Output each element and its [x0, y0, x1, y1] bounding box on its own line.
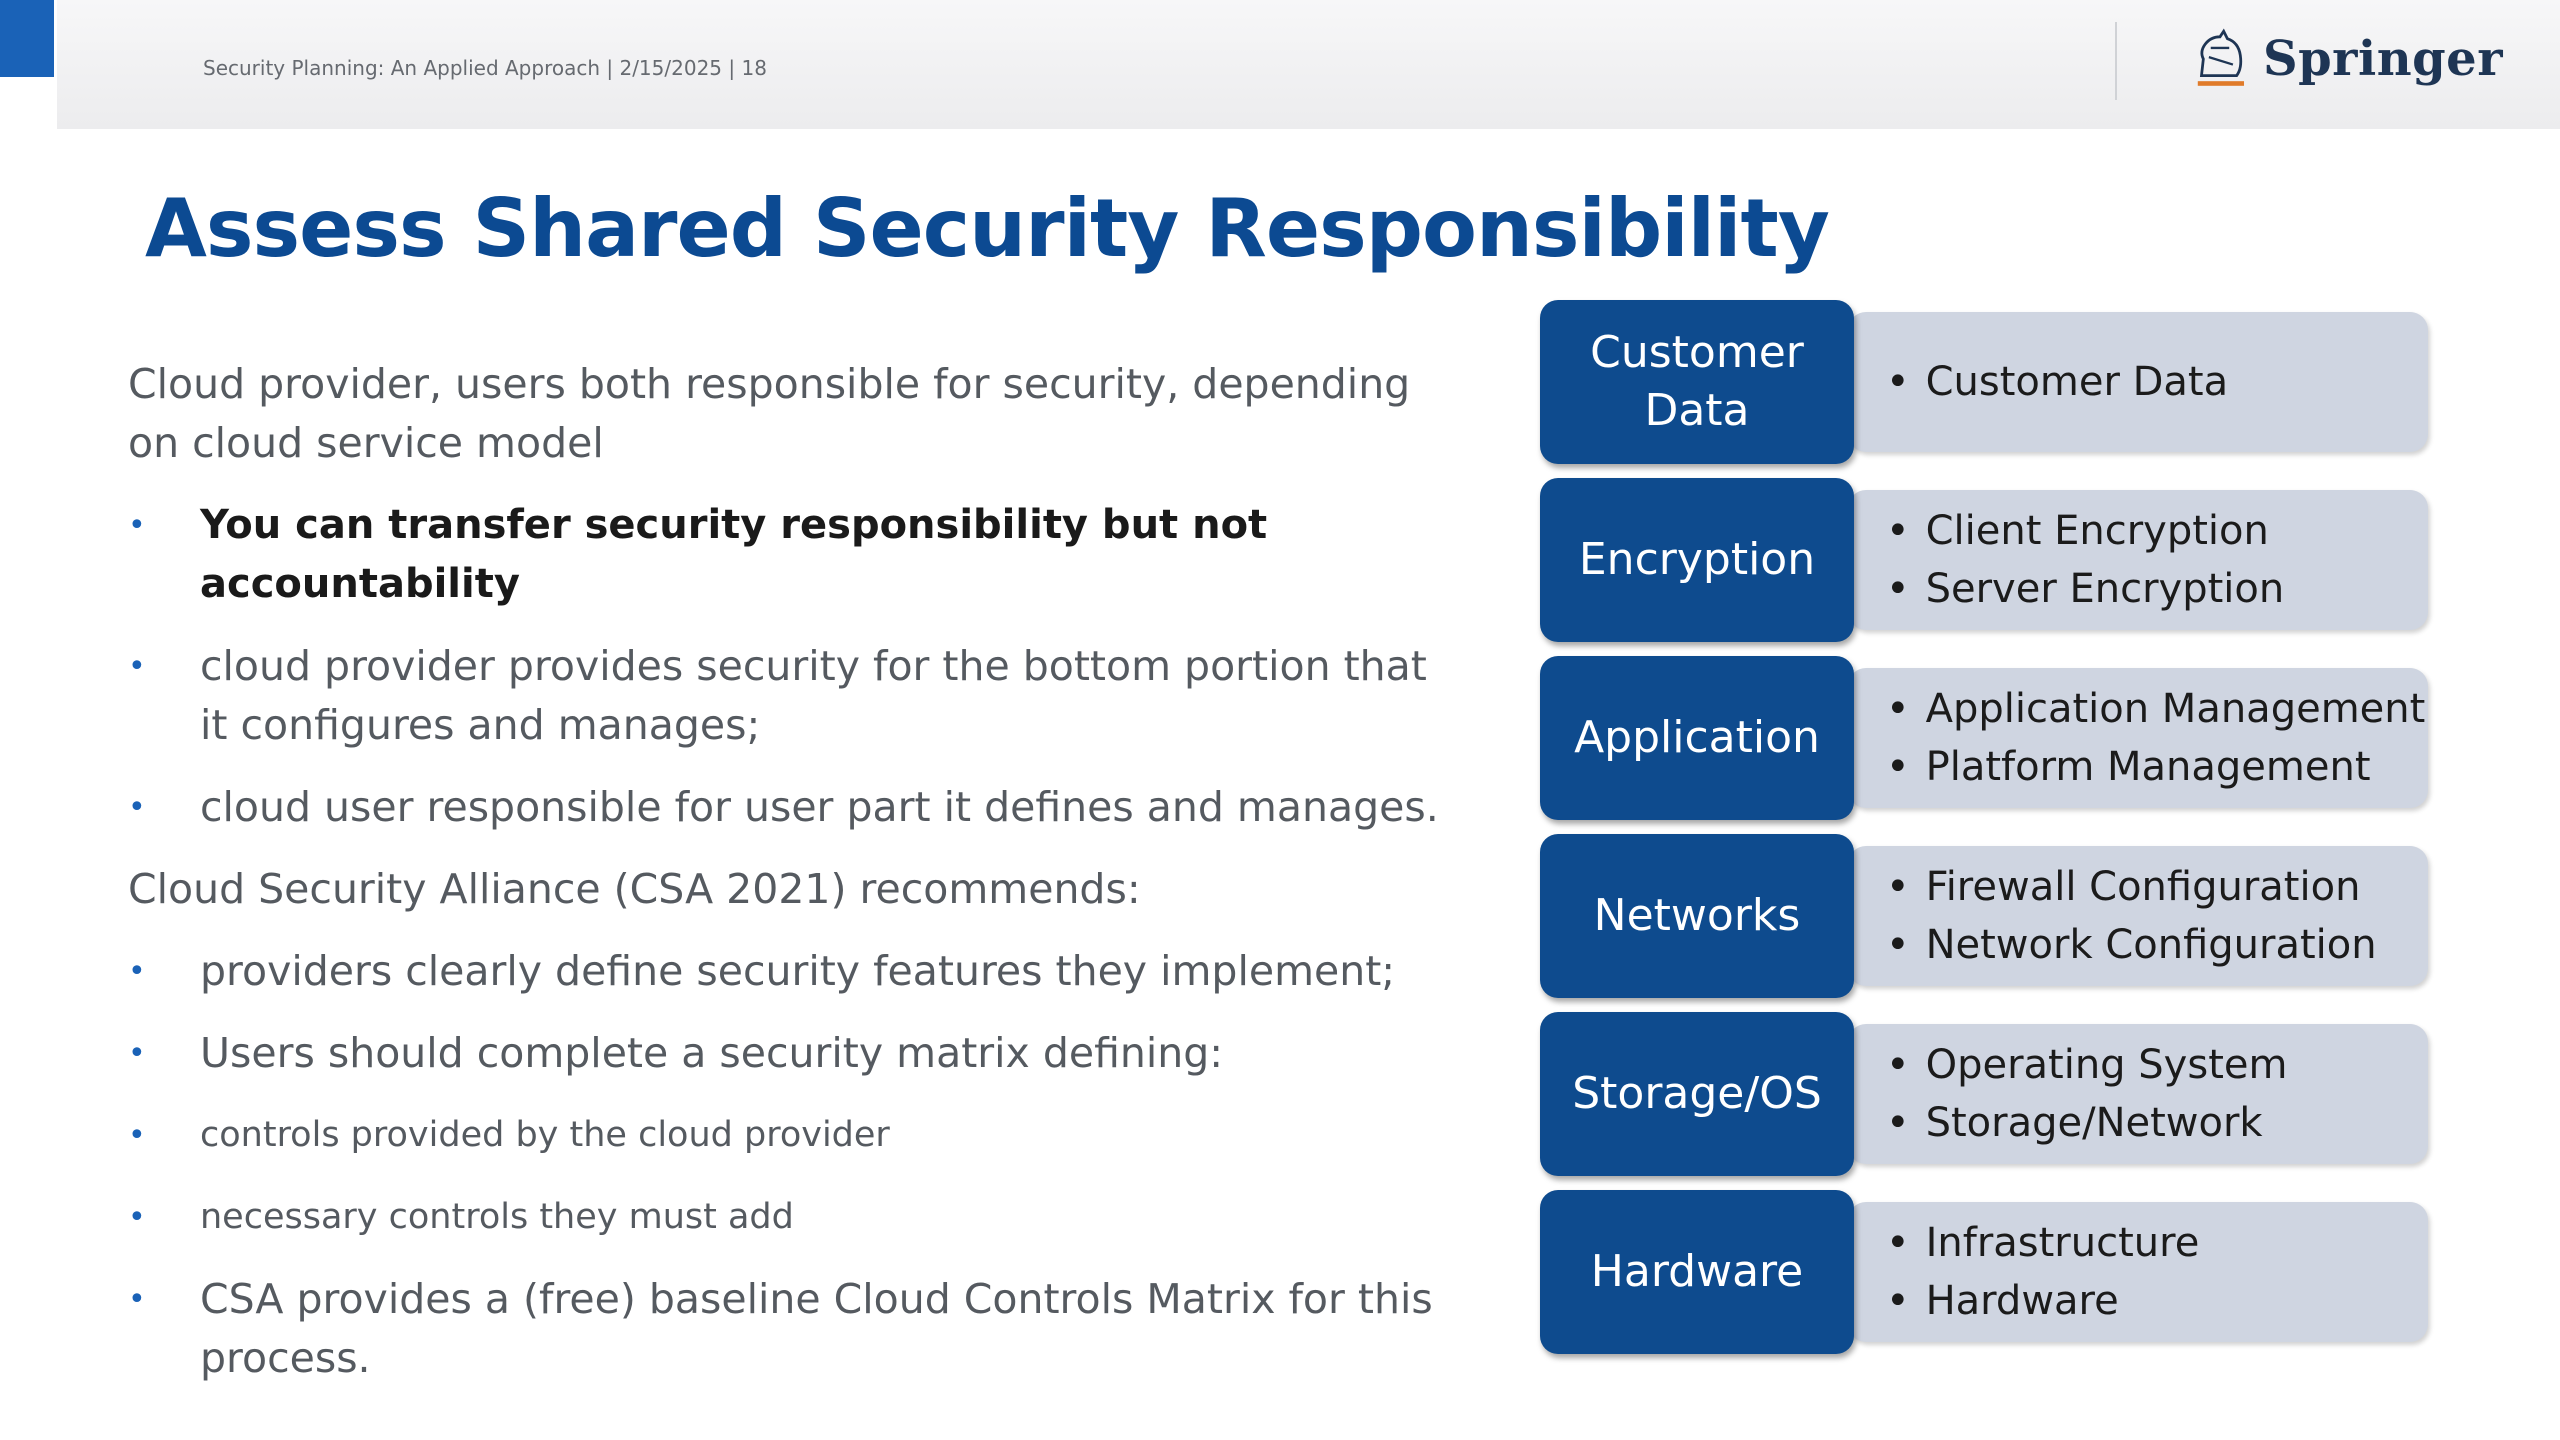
stack-row-label-box [1540, 834, 1854, 998]
intro-paragraph: Cloud provider, users both responsible for security, depending on cloud service model [128, 360, 1411, 467]
bullet-icon: • [128, 1118, 146, 1153]
list-item [128, 637, 1458, 755]
stack-row-encryption [1538, 478, 2438, 642]
stack-row-details [1848, 312, 2428, 452]
list-item [128, 778, 1458, 837]
list-item-text: cloud user responsible for user part it defines and manages. [200, 783, 1439, 831]
list-item-text: You can transfer security responsibility but not accountability [200, 502, 1268, 607]
stack-row-details [1848, 490, 2428, 630]
springer-knight-icon [2183, 25, 2257, 93]
bullet-icon: • [128, 1036, 146, 1071]
stack-row-label: Encryption [1578, 534, 1816, 585]
stack-row-item: • Firewall Configuration [1886, 858, 2377, 916]
list-item-text: CSA provides a (free) baseline Cloud Controls Matrix for this process. [200, 1275, 1433, 1382]
stack-row-label: Storage/OS [1572, 1068, 1822, 1119]
stack-row-label: Customer Data [1590, 327, 1804, 436]
bullet-icon: • [128, 508, 146, 543]
bullet-icon: • [128, 649, 146, 684]
list-item-text: Users should complete a security matrix defining: [200, 1029, 1224, 1077]
list-item-text: controls provided by the cloud provider [200, 1115, 890, 1155]
list-item [128, 1270, 1458, 1388]
stack-row-application [1538, 656, 2438, 820]
list-item [128, 496, 1458, 614]
stack-row-label-box [1540, 1012, 1854, 1176]
stack-row-item: • Server Encryption [1886, 560, 2284, 618]
stack-row-item: • Network Configuration [1886, 916, 2377, 974]
list-item [128, 942, 1458, 1001]
header-divider [2115, 22, 2117, 100]
list-item [128, 1024, 1458, 1083]
stack-row-label: Networks [1593, 890, 1801, 941]
stack-row-item: • Platform Management [1886, 738, 2425, 796]
stack-row-details [1848, 1024, 2428, 1164]
corner-accent [0, 0, 54, 77]
responsibility-stack-diagram [1538, 300, 2438, 1360]
stack-row-item: • Infrastructure [1886, 1214, 2199, 1272]
stack-row-details [1848, 668, 2428, 808]
stack-row-details [1848, 846, 2428, 986]
csa-paragraph: Cloud Security Alliance (CSA 2021) recommends: [128, 865, 1141, 913]
springer-wordmark: Springer [2262, 31, 2503, 87]
stack-row-label: Hardware [1590, 1246, 1804, 1297]
stack-row-details [1848, 1202, 2428, 1342]
stack-row-label-box [1540, 1190, 1854, 1354]
stack-row-label-box [1540, 478, 1854, 642]
stack-row-item: • Storage/Network [1886, 1094, 2287, 1152]
bullet-icon: • [128, 1200, 146, 1235]
stack-row-item: • Customer Data [1886, 353, 2228, 411]
list-item-text: providers clearly define security features they implement; [200, 947, 1396, 995]
bullet-icon: • [128, 954, 146, 989]
bullet-icon: • [128, 790, 146, 825]
slide-body [128, 355, 1458, 1411]
springer-logo [2183, 24, 2503, 94]
stack-row-storage-os [1538, 1012, 2438, 1176]
stack-row-item: • Hardware [1886, 1272, 2199, 1330]
list-item [128, 1188, 1458, 1247]
list-item [128, 1106, 1458, 1165]
slide-title: Assess Shared Security Responsibility [145, 182, 1829, 275]
slide-footer-text: Security Planning: An Applied Approach | 2/15/2025 | 18 [203, 56, 767, 80]
list-item-text: cloud provider provides security for the bottom portion that it configures and manages; [200, 642, 1427, 749]
stack-row-item: • Operating System [1886, 1036, 2287, 1094]
stack-row-label-box [1540, 300, 1854, 464]
bullet-icon: • [128, 1282, 146, 1317]
list-item-text: necessary controls they must add [200, 1197, 794, 1237]
stack-row-hardware [1538, 1190, 2438, 1354]
stack-row-networks [1538, 834, 2438, 998]
stack-row-item: • Client Encryption [1886, 502, 2284, 560]
stack-row-label-box [1540, 656, 1854, 820]
stack-row-customer-data [1538, 300, 2438, 464]
stack-row-label: Application [1574, 712, 1820, 763]
stack-row-item: • Application Management [1886, 680, 2425, 738]
slide-header [57, 0, 2560, 129]
